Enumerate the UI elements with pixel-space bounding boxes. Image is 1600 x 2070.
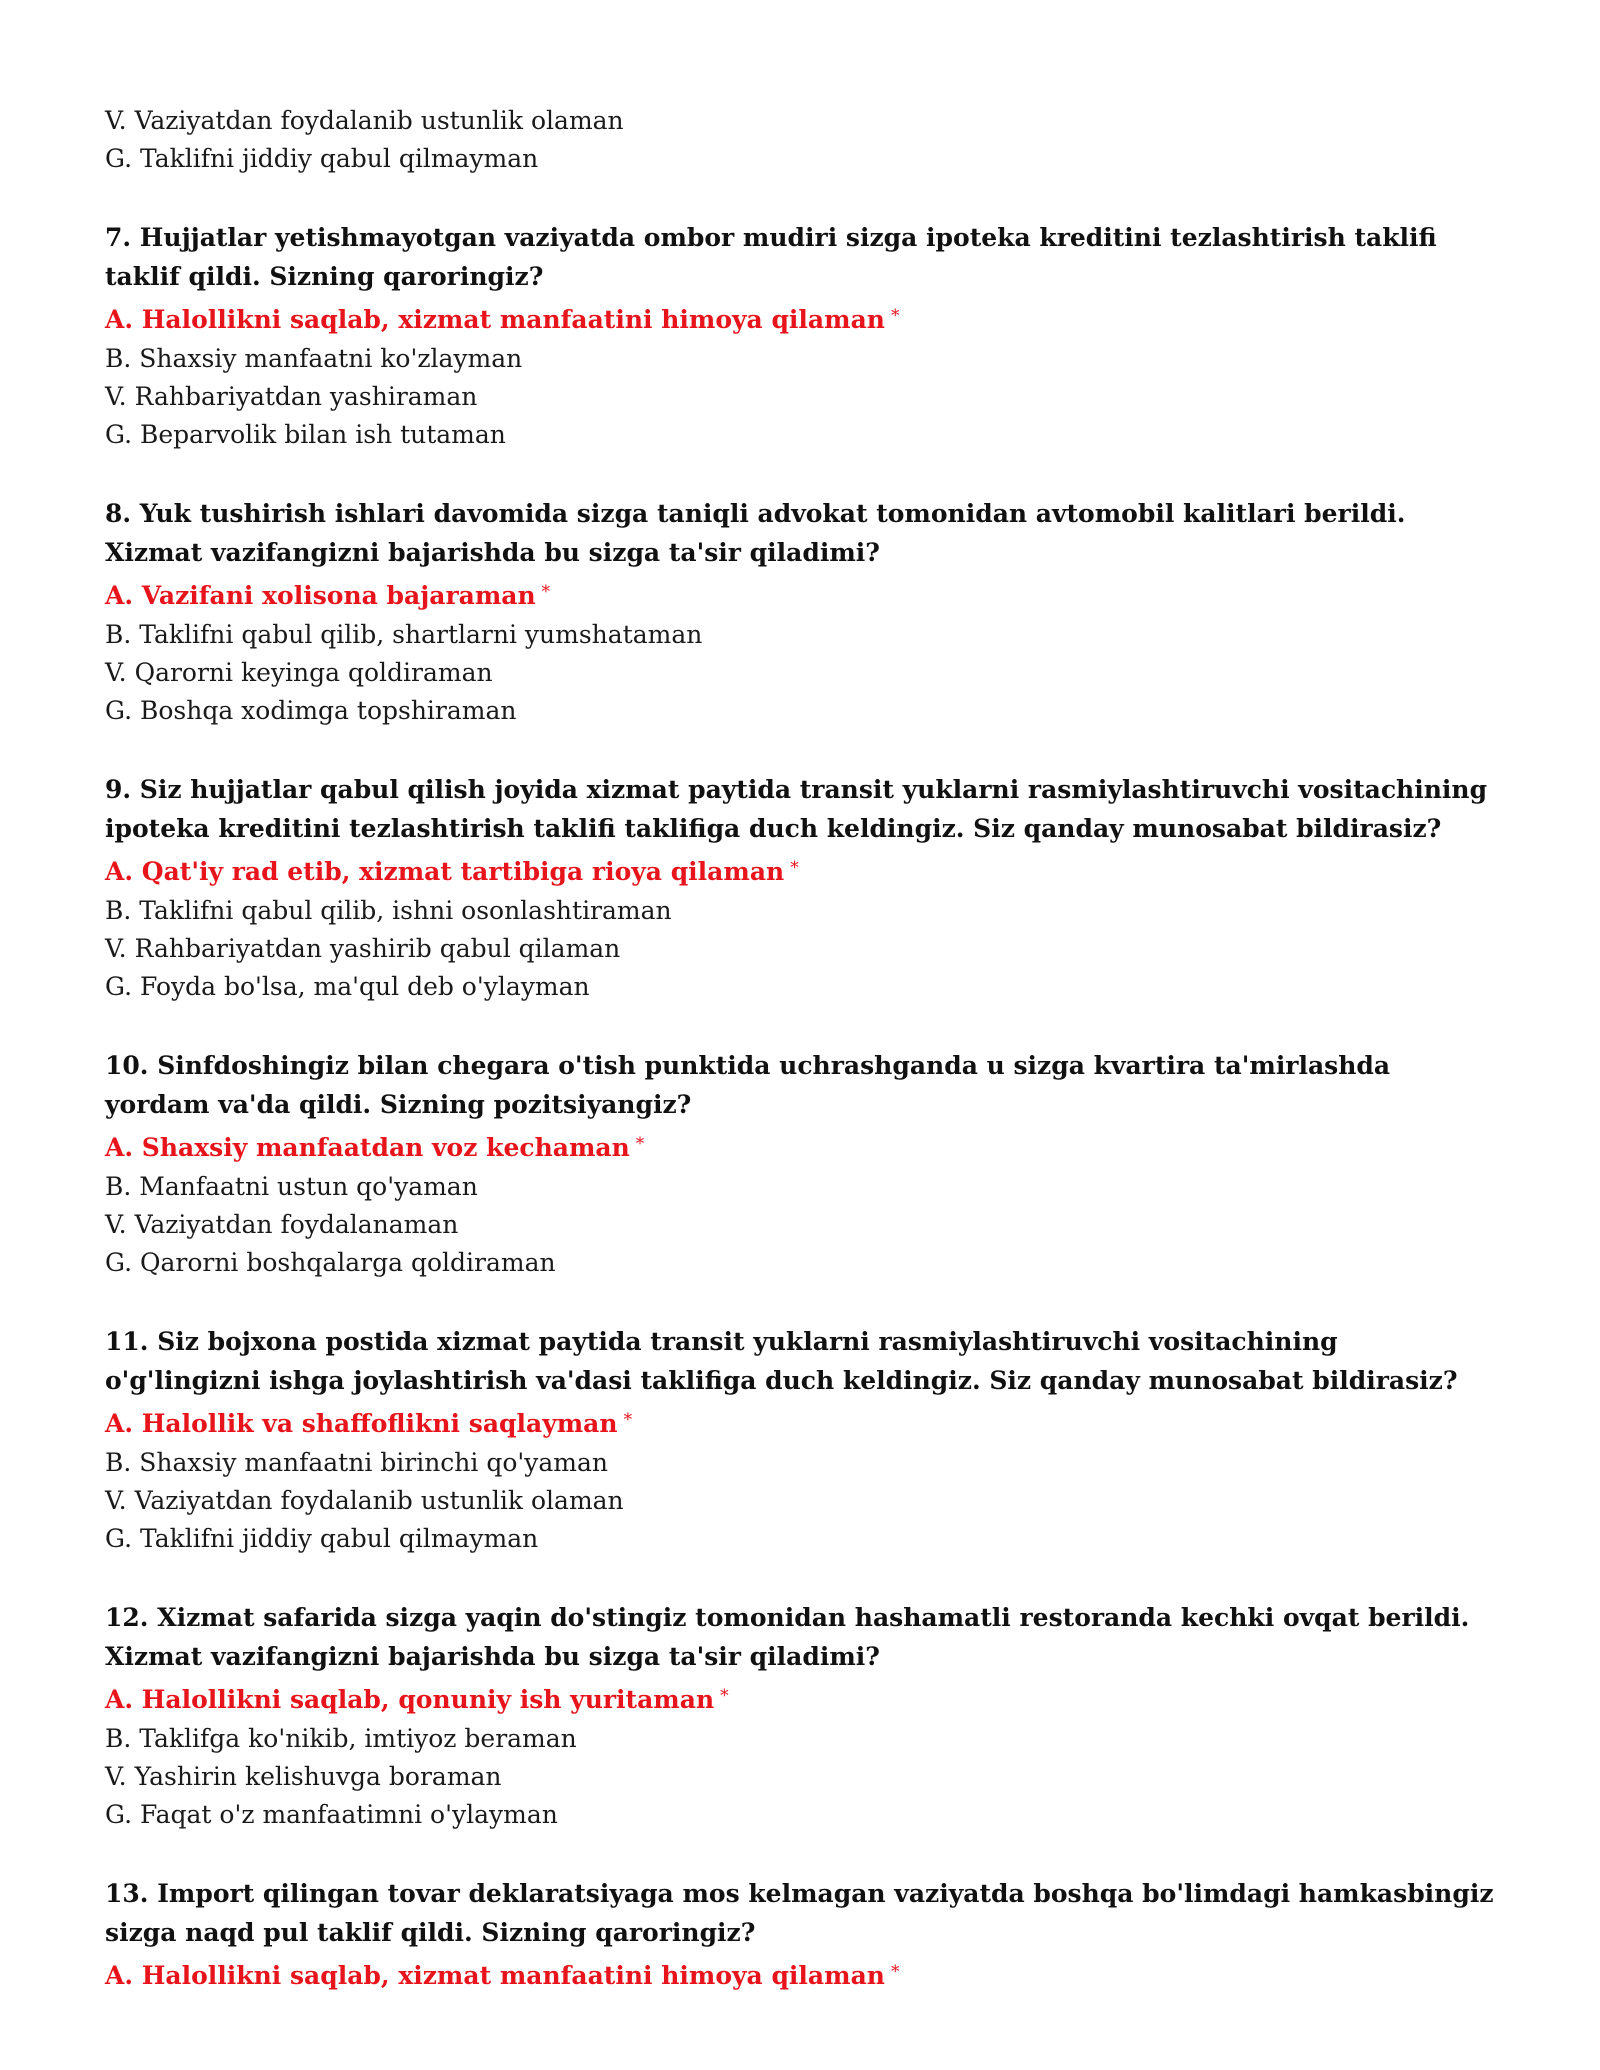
correct-answer-text: A. Qat'iy rad etib, xizmat tartibiga rioya qilaman: [105, 857, 785, 886]
option-text: G. Taklifni jiddiy qabul qilmayman: [105, 144, 539, 173]
question-text: 7. Hujjatlar yetishmayotgan vaziyatda ombor mudiri sizga ipoteka kreditini tezlashtirish taklifi taklif qildi. Sizning qaroringiz?: [105, 223, 1437, 291]
option-text: B. Shaxsiy manfaatni birinchi qo'yaman: [105, 1448, 609, 1477]
option-text: V. Vaziyatdan foydalanib ustunlik olaman: [105, 106, 624, 135]
option-text: G. Boshqa xodimga topshiraman: [105, 696, 517, 725]
question-text: 13. Import qilingan tovar deklaratsiyaga mos kelmagan vaziyatda boshqa bo'limdagi hamkasbingiz sizga naqd pul taklif qildi. Sizning qaroringiz?: [105, 1879, 1494, 1947]
correct-answer-text: A. Halollik va shaffoflikni saqlayman: [105, 1409, 618, 1438]
correct-answer: [105, 1400, 1500, 1444]
option-text: G. Foyda bo'lsa, ma'qul deb o'ylayman: [105, 972, 590, 1001]
question-text: 11. Siz bojxona postida xizmat paytida transit yuklarni rasmiylashtiruvchi vositachining o'g'lingizni ishga joylashtirish va'dasi taklifiga duch keldingiz. Siz qanday munosabat bildirasiz?: [105, 1327, 1458, 1395]
correct-marker: *: [635, 1134, 645, 1154]
option-text: V. Rahbariyatdan yashirib qabul qilaman: [105, 934, 621, 963]
question-block: [105, 1598, 1500, 1834]
question-block: [105, 1322, 1500, 1558]
correct-answer-text: A. Vazifani xolisona bajaraman: [105, 581, 536, 610]
correct-marker: *: [720, 1686, 729, 1706]
option-text: V. Yashirin kelishuvga boraman: [105, 1762, 502, 1791]
question-block: [105, 218, 1500, 454]
correct-marker: *: [623, 1410, 633, 1430]
question-text: 12. Xizmat safarida sizga yaqin do'stingiz tomonidan hashamatli restoranda kechki ovqat berildi. Xizmat vazifangizni bajarishda bu sizga ta'sir qiladimi?: [105, 1603, 1470, 1671]
correct-answer: [105, 1676, 1500, 1720]
correct-marker: *: [890, 306, 900, 326]
option-text: B. Manfaatni ustun qo'yaman: [105, 1172, 478, 1201]
option-text: B. Taklifga ko'nikib, imtiyoz beraman: [105, 1724, 577, 1753]
question-text: 10. Sinfdoshingiz bilan chegara o'tish punktida uchrashganda u sizga kvartira ta'mirlashda yordam va'da qildi. Sizning pozitsiyangiz?: [105, 1051, 1391, 1119]
option-text: G. Faqat o'z manfaatimni o'ylayman: [105, 1800, 558, 1829]
option-text: G. Beparvolik bilan ish tutaman: [105, 420, 506, 449]
question-block: [105, 494, 1500, 730]
question-block: [105, 1046, 1500, 1282]
question-block: [105, 1874, 1500, 1996]
option-text: V. Qarorni keyinga qoldiraman: [105, 658, 493, 687]
option-text: B. Taklifni qabul qilib, ishni osonlashtiraman: [105, 896, 672, 925]
correct-answer-text: A. Halollikni saqlab, qonuniy ish yuritaman: [105, 1685, 715, 1714]
correct-answer-text: A. Shaxsiy manfaatdan voz kechaman: [105, 1133, 630, 1162]
option-text: B. Shaxsiy manfaatni ko'zlayman: [105, 344, 523, 373]
correct-marker: *: [541, 582, 551, 602]
correct-answer: [105, 1124, 1500, 1168]
correct-answer: [105, 1952, 1500, 1996]
option-text: G. Qarorni boshqalarga qoldiraman: [105, 1248, 556, 1277]
option-text: G. Taklifni jiddiy qabul qilmayman: [105, 1524, 539, 1553]
question-text: 8. Yuk tushirish ishlari davomida sizga taniqli advokat tomonidan avtomobil kalitlari berildi. Xizmat vazifangizni bajarishda bu sizga ta'sir qiladimi?: [105, 499, 1406, 567]
option-text: V. Rahbariyatdan yashiraman: [105, 382, 478, 411]
correct-answer: [105, 848, 1500, 892]
question-block: [105, 770, 1500, 1006]
option-text: V. Vaziyatdan foydalanib ustunlik olaman: [105, 1486, 624, 1515]
correct-answer: [105, 572, 1500, 616]
correct-answer: [105, 296, 1500, 340]
option-text: B. Taklifni qabul qilib, shartlarni yumshataman: [105, 620, 703, 649]
correct-answer-text: A. Halollikni saqlab, xizmat manfaatini himoya qilaman: [105, 1961, 885, 1990]
question-text: 9. Siz hujjatlar qabul qilish joyida xizmat paytida transit yuklarni rasmiylashtiruvchi vositachining ipoteka kreditini tezlashtirish taklifi taklifiga duch keldingiz. Siz qanday munosabat bildirasiz?: [105, 775, 1488, 843]
leading-options: [105, 102, 1500, 178]
correct-marker: *: [890, 1962, 900, 1982]
correct-marker: *: [790, 858, 799, 878]
option-text: V. Vaziyatdan foydalanaman: [105, 1210, 459, 1239]
correct-answer-text: A. Halollikni saqlab, xizmat manfaatini himoya qilaman: [105, 305, 885, 334]
